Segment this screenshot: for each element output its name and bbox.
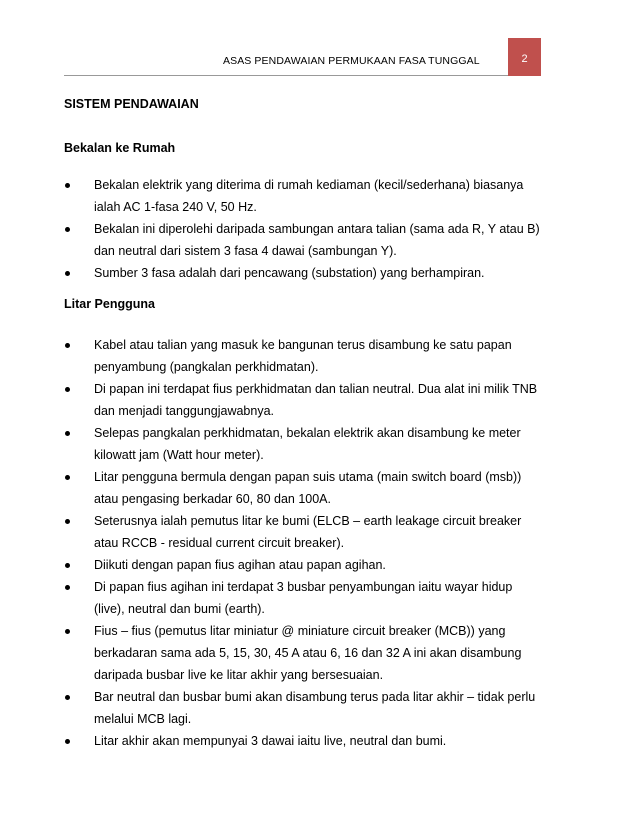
- list-item: [64, 422, 544, 466]
- bullet-list-litar: [64, 334, 544, 752]
- list-item-text: Bekalan ini diperolehi daripada sambungan antara talian (sama ada R, Y atau B) dan neutral dari sistem 3 fasa 4 dawai (sambungan Y).: [94, 222, 540, 258]
- list-item: [64, 510, 544, 554]
- bullet-icon: [65, 475, 70, 480]
- bullet-icon: [65, 431, 70, 436]
- section-heading-litar: Litar Pengguna: [64, 297, 155, 311]
- list-item: [64, 218, 544, 262]
- bullet-icon: [65, 585, 70, 590]
- list-item: [64, 576, 544, 620]
- bullet-icon: [65, 271, 70, 276]
- list-item-text: Sumber 3 fasa adalah dari pencawang (substation) yang berhampiran.: [94, 266, 485, 280]
- header-title: ASAS PENDAWAIAN PERMUKAAN FASA TUNGGAL: [223, 55, 480, 67]
- list-item: [64, 174, 544, 218]
- list-item: [64, 554, 544, 576]
- bullet-list-bekalan: [64, 174, 544, 284]
- list-item-text: Bekalan elektrik yang diterima di rumah kediaman (kecil/sederhana) biasanya ialah AC 1-fasa 240 V, 50 Hz.: [94, 178, 524, 214]
- page-header: [0, 38, 638, 78]
- list-item: [64, 730, 544, 752]
- list-item: [64, 378, 544, 422]
- page-number-box: [508, 38, 541, 76]
- list-item: [64, 466, 544, 510]
- bullet-icon: [65, 227, 70, 232]
- list-item-text: Kabel atau talian yang masuk ke bangunan terus disambung ke satu papan penyambung (pangkalan perkhidmatan).: [94, 338, 512, 374]
- list-item-text: Fius – fius (pemutus litar miniatur @ miniature circuit breaker (MCB)) yang berkadaran sama ada 5, 15, 30, 45 A atau 6, 16 dan 32 A ini akan disambung daripada busbar live ke litar akhir yang bersesuaian.: [94, 624, 522, 682]
- list-item-text: Litar pengguna bermula dengan papan suis utama (main switch board (msb)) atau pengasing berkadar 60, 80 dan 100A.: [94, 470, 522, 506]
- bullet-icon: [65, 387, 70, 392]
- header-divider: [64, 75, 508, 76]
- list-item-text: Litar akhir akan mempunyai 3 dawai iaitu live, neutral dan bumi.: [94, 734, 447, 748]
- bullet-icon: [65, 183, 70, 188]
- bullet-icon: [65, 695, 70, 700]
- list-item: [64, 686, 544, 730]
- page-number: 2: [521, 53, 528, 65]
- list-item-text: Di papan fius agihan ini terdapat 3 busbar penyambungan iaitu wayar hidup (live), neutral dan bumi (earth).: [94, 580, 513, 616]
- list-item: [64, 334, 544, 378]
- bullet-icon: [65, 563, 70, 568]
- bullet-icon: [65, 739, 70, 744]
- section-heading-bekalan: Bekalan ke Rumah: [64, 141, 176, 155]
- bullet-icon: [65, 519, 70, 524]
- bullet-icon: [65, 343, 70, 348]
- list-item: [64, 620, 544, 686]
- list-item-text: Diikuti dengan papan fius agihan atau papan agihan.: [94, 558, 386, 572]
- list-item-text: Selepas pangkalan perkhidmatan, bekalan elektrik akan disambung ke meter kilowatt jam (Watt hour meter).: [94, 426, 521, 462]
- bullet-icon: [65, 629, 70, 634]
- list-item-text: Di papan ini terdapat fius perkhidmatan dan talian neutral. Dua alat ini milik TNB dan menjadi tanggungjawabnya.: [94, 382, 538, 418]
- list-item: [64, 262, 544, 284]
- list-item-text: Bar neutral dan busbar bumi akan disambung terus pada litar akhir – tidak perlu melalui MCB lagi.: [94, 690, 536, 726]
- list-item-text: Seterusnya ialah pemutus litar ke bumi (ELCB – earth leakage circuit breaker atau RCCB - residual current circuit breaker).: [94, 514, 522, 550]
- document-title: SISTEM PENDAWAIAN: [64, 97, 199, 111]
